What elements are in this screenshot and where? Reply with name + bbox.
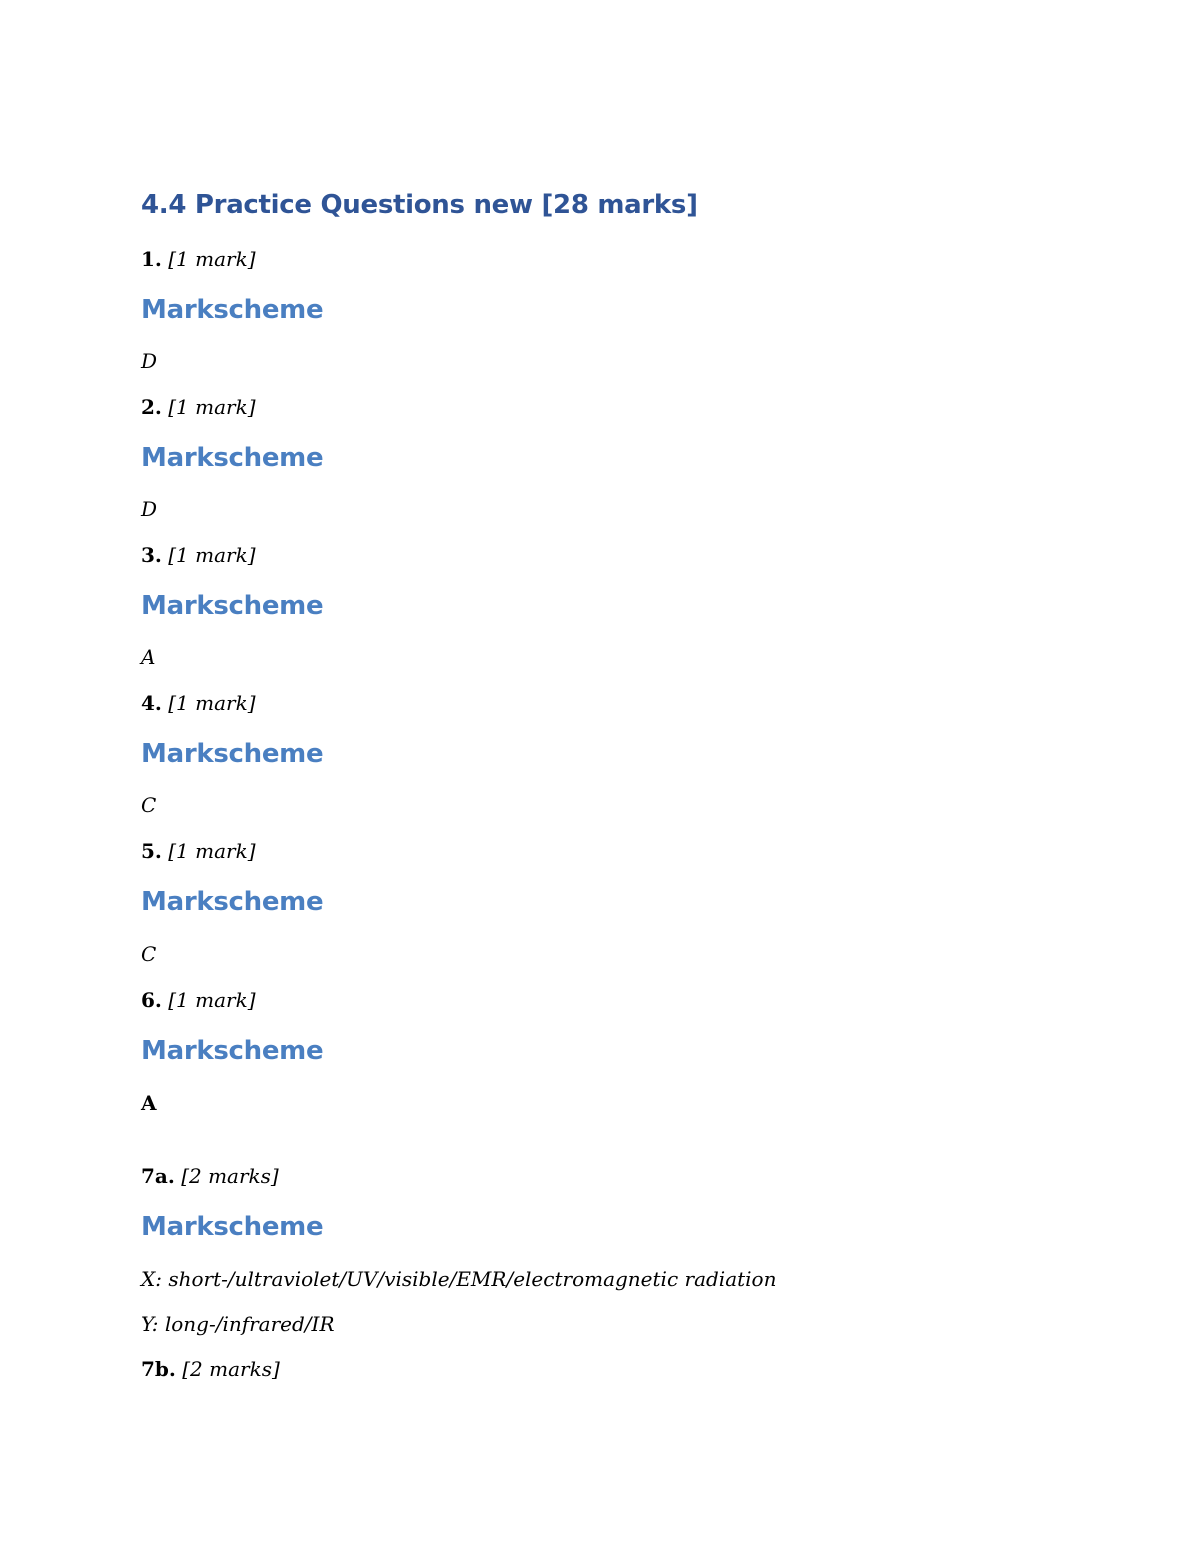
question-marks: [1 mark] — [168, 988, 256, 1012]
markscheme-heading: Markscheme — [141, 443, 324, 473]
question-marks: [2 marks] — [182, 1357, 280, 1381]
question-header — [141, 395, 256, 419]
markscheme-answer: X: short-/ultraviolet/UV/visible/EMR/electromagnetic radiation — [141, 1267, 777, 1291]
question-header — [141, 1164, 279, 1188]
question-number: 5. — [141, 839, 162, 863]
markscheme-answer: D — [141, 349, 158, 373]
question-marks: [2 marks] — [181, 1164, 279, 1188]
question-marks: [1 mark] — [168, 839, 256, 863]
markscheme-answer: A — [141, 645, 156, 669]
question-marks: [1 mark] — [168, 543, 256, 567]
question-header — [141, 988, 256, 1012]
question-number: 7b. — [141, 1357, 176, 1381]
question-header — [141, 839, 256, 863]
markscheme-heading: Markscheme — [141, 1036, 324, 1066]
markscheme-heading: Markscheme — [141, 591, 324, 621]
question-number: 7a. — [141, 1164, 175, 1188]
question-number: 3. — [141, 543, 162, 567]
page-title: 4.4 Practice Questions new [28 marks] — [141, 190, 698, 220]
markscheme-answer: D — [141, 497, 158, 521]
question-marks: [1 mark] — [168, 247, 256, 271]
question-number: 4. — [141, 691, 162, 715]
markscheme-heading: Markscheme — [141, 1212, 324, 1242]
question-header — [141, 691, 256, 715]
question-header — [141, 247, 256, 271]
markscheme-heading: Markscheme — [141, 739, 324, 769]
question-number: 6. — [141, 988, 162, 1012]
markscheme-heading: Markscheme — [141, 295, 324, 325]
markscheme-answer: C — [141, 793, 157, 817]
question-header — [141, 543, 256, 567]
markscheme-answer: C — [141, 942, 157, 966]
markscheme-answer: A — [141, 1091, 157, 1115]
question-marks: [1 mark] — [168, 691, 256, 715]
question-marks: [1 mark] — [168, 395, 256, 419]
markscheme-answer: Y: long-/infrared/IR — [141, 1312, 335, 1336]
question-number: 2. — [141, 395, 162, 419]
question-number: 1. — [141, 247, 162, 271]
markscheme-heading: Markscheme — [141, 887, 324, 917]
question-header — [141, 1357, 280, 1381]
